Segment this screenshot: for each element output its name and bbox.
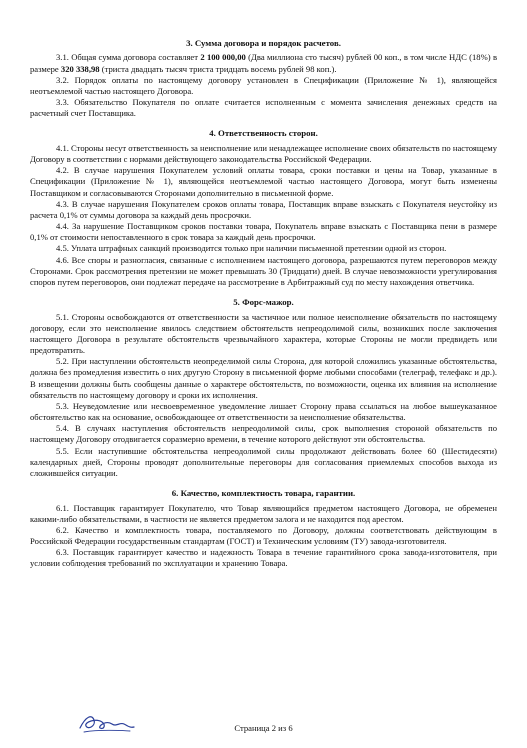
clause-3-2: 3.2. Порядок оплаты по настоящему договору установлен в Спецификации (Приложение № 1), являющейся неотъемлемой частью настоящего Договора. (30, 74, 497, 96)
section-3-title: 3. Сумма договора и порядок расчетов. (186, 38, 341, 48)
section-5-title: 5. Форс-мажор. (233, 297, 294, 308)
vat-amount: 320 338,98 (60, 63, 100, 74)
clause-5-3: 5.3. Неуведомление или несвоевременное уведомление лишает Сторону права ссылаться на любое вышеуказанное обстоятельство как на основание, освобождающее от ответственности за неисполнение обязательства. (30, 400, 497, 423)
clause-6-3: 6.3. Поставщик гарантирует качество и надежность Товара в течение гарантийного срока завода-изготовителя, при условии соблюдения требований по эксплуатации и хранению Товара. (30, 547, 497, 569)
section-6-title: 6. Качество, комплектность товара, гарантии. (171, 488, 356, 499)
page-number: Страница 2 из 6 (234, 723, 293, 733)
clause-3-1-text-c: (триста двадцать тысяч триста тридцать восемь рублей 98 коп.). (99, 63, 337, 74)
clause-5-1: 5.1. Стороны освобождаются от ответственности за частичное или полное неисполнение обязательств по настоящему договору, если это неисполнение явилось следствием обстоятельств непреодолимой силы, возникших после заключения настоящего Договора в результате обстоятельств чрезвычайного характера, которые Стороны не могли предвидеть или предотвратить. (30, 311, 497, 356)
section-4-title: 4. Ответственность сторон. (209, 128, 318, 139)
clause-6-1: 6.1. Поставщик гарантирует Покупателю, что Товар являющийся предметом настоящего Договора, не обременен какими-либо обязательствами, в частности не является предметом залога и не находится под арестом. (30, 502, 497, 524)
clause-3-1-text-a: 3.1. Общая сумма договора составляет (56, 52, 201, 63)
clause-5-5: 5.5. Если наступившие обстоятельства непреодолимой силы продолжают действовать более 60 (Шестидесяти) календарных дней, Стороны проводят дополнительные переговоры для согласования приемлемых способов выхода из сложившейся ситуации. (30, 445, 497, 478)
clause-4-6: 4.6. Все споры и разногласия, связанные с исполнением настоящего договора, разрешаются путем переговоров между Сторонами. Срок рассмотрения претензии не может превышать 30 (Тридцати) дней. В случае невозможности урегулирования споров путем переговоров, они подлежат передаче на рассмотрение в Арбитражный суд по месту нахождения ответчика. (30, 254, 497, 287)
clause-4-1: 4.1. Стороны несут ответственность за неисполнение или ненадлежащее исполнение своих обязательств по настоящему Договору в соответствии с нормами действующего законодательства Российской Федерации. (30, 142, 497, 165)
clause-5-4: 5.4. В случаях наступления обстоятельств непреодолимой силы, срок выполнения стороной обязательств по настоящему Договору отодвигается соразмерно времени, в течение которого действуют эти обстоятельства. (30, 423, 497, 445)
clause-4-4: 4.4. За нарушение Поставщиком сроков поставки товара, Покупатель вправе взыскать с Поставщика пени в размере 0,1% от стоимости непоставленного в срок товара за каждый день просрочки. (30, 221, 497, 243)
clause-5-2: 5.2. При наступлении обстоятельств неопределимой силы Сторона, для которой сложились указанные обстоятельства, должна без промедления известить о них другую Сторону в письменной форме любыми способами (телеграф, телефакс и др.). В извещении должны быть сообщены данные о характере обстоятельств, по возможности, оценка их влияния на исполнение обязательств по настоящему договору и сроки их исполнения. (30, 356, 497, 400)
clause-4-2: 4.2. В случае нарушения Покупателем условий оплаты товара, сроки поставки и цены на Товар, указанные в Спецификации (Приложение № 1), являющейся неотъемлемой частью настоящего Договора, могут быть изменены Поставщиком и согласовываются Сторонами дополнительно в письменной форме. (30, 165, 497, 198)
clause-3-1 (30, 52, 497, 74)
clause-6-2: 6.2. Качество и комплектность товара, поставляемого по Договору, должны соответствовать действующим в Российской Федерации государственным стандартам (ГОСТ) и Техническим условиям (ТУ) завода-изготовителя. (30, 524, 497, 547)
clause-4-5: 4.5. Уплата штрафных санкций производится только при наличии письменной претензии одной из сторон. (56, 243, 447, 254)
clause-3-1-text-b: (Два миллиона сто тысяч) рублей 00 коп., в том числе НДС (18%) в размере (30, 52, 498, 74)
clause-3-3: 3.3. Обязательство Покупателя по оплате считается исполненным с момента зачисления денежных средств на расчетный счет Поставщика. (30, 97, 497, 119)
clause-4-3: 4.3. В случае нарушения Покупателем сроков оплаты товара, Поставщик вправе взыскать с Покупателя неустойку из расчета 0,1% от суммы договора за каждый день просрочки. (30, 198, 497, 220)
contract-amount: 2 100 000,00 (200, 52, 246, 63)
